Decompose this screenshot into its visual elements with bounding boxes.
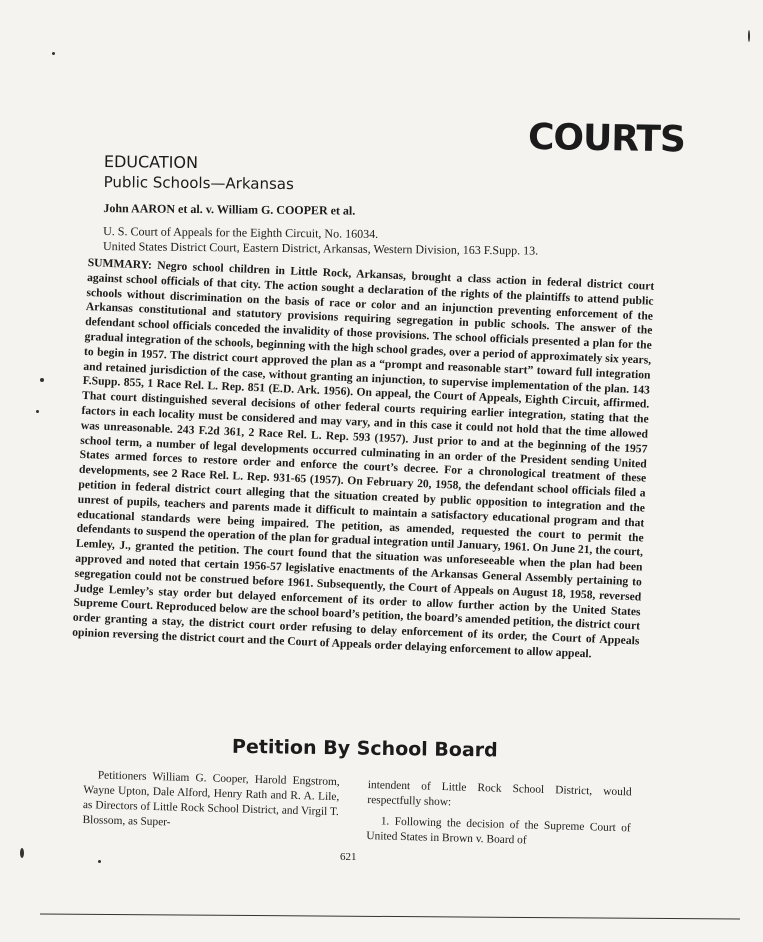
left-column-text: Petitioners William G. Cooper, Harold Engstrom, Wayne Upton, Dale Alford, Henry Rath and R. A. Lile, as Directors of Little Rock School District, and Virgil T. Blossom, as Super- — [82, 769, 340, 829]
court-line-appeals: U. S. Court of Appeals for the Eighth Circuit, No. 16034. — [103, 224, 379, 241]
summary-label: SUMMARY: — [87, 256, 153, 272]
petition-title: Petition By School Board — [231, 735, 498, 762]
left-column — [82, 768, 340, 835]
scan-speck — [36, 410, 39, 413]
case-title: John AARON et al. v. William G. COOPER et al. — [103, 201, 356, 218]
scan-speck — [40, 378, 44, 382]
bottom-rule — [40, 914, 740, 920]
scan-speck — [52, 52, 55, 55]
right-column — [366, 778, 632, 851]
right-column-text-2: 1. Following the decision of the Supreme Court of United States in Brown v. Board of — [366, 815, 631, 847]
page-number: 621 — [340, 851, 357, 863]
scan-speck — [20, 848, 24, 858]
topic-heading: EDUCATION — [103, 152, 199, 173]
right-column-text-1: intendent of Little Rock School District, would respectfully show: — [367, 778, 632, 809]
court-line-district: United States District Court, Eastern District, Arkansas, Western Division, 163 F.Supp. 13. — [102, 239, 539, 258]
summary-text: Negro school children in Little Rock, Arkansas, brought a class action in federal district court against school officials of that city. The action sought a declaration of the rights of the plaintiffs to attend public schools without discrimination on the basis of race or color and an injunction preventing enforcement of the Arkansas constitutional and statutory provisions requiring segregation in public schools. The answer of the defendant school officials conceded the invalidity of those provisions. The school officials presented a plan for the gradual integration of the schools, beginning with the high school grades, over a period of approximately six years, to begin in 1957. The district court approved the plan as a “prompt and reasonable start” toward full integration and retained jurisdiction of the case, without granting an injunction, to supervise implementation of the plan. 143 F.Supp. 855, 1 Race Rel. L. Rep. 851 (E.D. Ark. 1956). On appeal, the Court of Appeals, Eighth Circuit, affirmed. That court distinguished several decisions of other federal courts requiring earlier integration, stating that the factors in each locality must be considered and may vary, and in this case it could not hold that the time allowed was unreasonable. 243 F.2d 361, 2 Race Rel. L. Rep. 593 (1957). Just prior to and at the beginning of the 1957 school term, a number of legal developments occurred culminating in an order of the President sending United States armed forces to restore order and enforce the court’s decree. For a chronological treatment of these developments, see 2 Race Rel. L. Rep. 931-65 (1957). On February 20, 1958, the defendant school officials filed a petition in federal district court alleging that the situation created by public opposition to integration and the unrest of pupils, teachers and parents made it difficult to maintain a satisfactory educational program and that educational standards were being impaired. The petition, as amended, requested the court to permit the defendants to suspend the operation of the plan for gradual integration until January, 1961. On June 21, the court, Lemley, J., granted the petition. The court found that the situation was unforeseeable when the plan had been approved and noted that certain 1956-57 legislative enactments of the Arkansas General Assembly pertaining to segregation could not be construed before 1961. Subsequently, the Court of Appeals on August 18, 1958, reversed Judge Lemley’s stay order but delayed enforcement of its order to allow further action by the United States Supreme Court. Reproduced below are the school board’s petition, the board’s amended petition, the district court order granting a stay, the district court order refusing to delay enforcement of its order, the Court of Appeals opinion reversing the district court and the Court of Appeals order delaying enforcement to allow appeal. — [71, 258, 655, 661]
case-summary — [72, 256, 655, 664]
subtopic-heading: Public Schools—Arkansas — [103, 173, 294, 194]
section-heading: COURTS — [527, 116, 686, 161]
scan-speck — [98, 860, 101, 863]
case-header — [99, 152, 660, 260]
scan-speck — [748, 30, 750, 42]
